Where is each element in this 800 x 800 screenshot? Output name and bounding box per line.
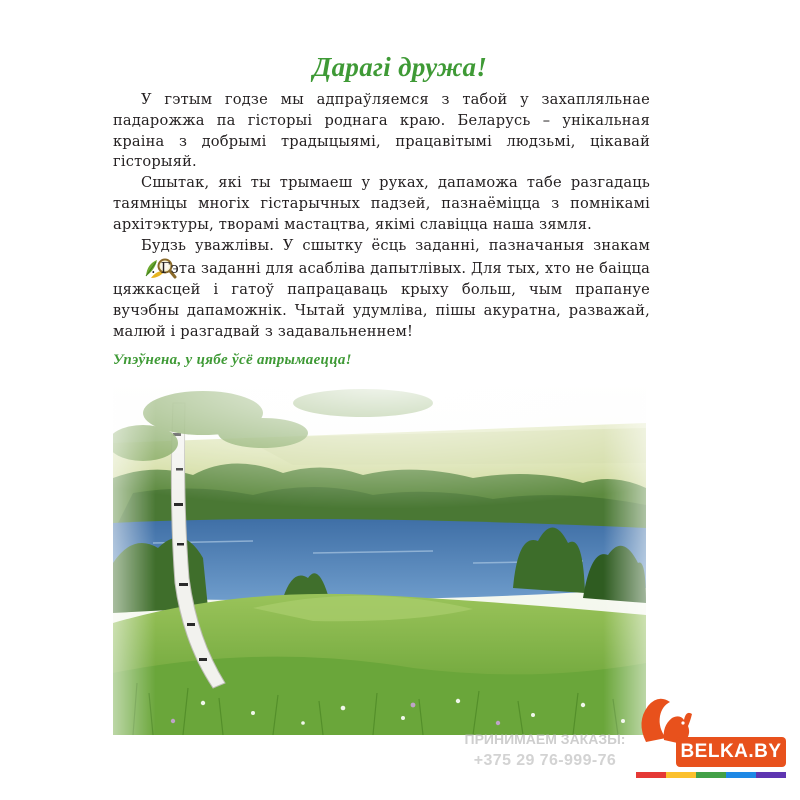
watermark-line1: ПРИНИМАЕМ ЗАКАЗЫ: [464, 731, 626, 747]
paragraph-3-start: Будзь уважлівы. У сшытку ёсць заданні, пазначаныя знакам [141, 236, 650, 254]
logo-text: BELKA.BY [680, 741, 782, 762]
belka-logo [636, 692, 786, 778]
logo-stripes [636, 772, 786, 778]
logo-badge [676, 737, 786, 767]
wish-text: Упэўнена, у цябе ўсё атрымаецца! [113, 352, 352, 368]
paragraph-3-end: . Гэта заданні для асабліва дапытлівых. Для тых, хто не баіцца цяжкасцей і гатоў папрацаваць крыху больш, чым прапануе вучэбны дапаможнік. Чытай удумліва, пішы акуратна, разважай, малюй і разгадвай з задавальненнем! [113, 260, 650, 340]
magnifier-leaf-icon [115, 256, 149, 280]
paragraph-1: У гэтым годзе мы адпраўляемся з табой у захапляльнае падарожжа па гісторыі роднага краю. Беларусь – унікальная краіна з добрымі традыцыямі, працавітымі людзьмі, цікавай гісторыяй. [113, 91, 650, 171]
paragraph-3 [113, 236, 650, 343]
order-watermark [455, 728, 635, 772]
page-title: Дарагі дружа! [312, 52, 488, 82]
intro-text [113, 90, 650, 343]
paragraph-2: Сшытак, які ты трымаеш у руках, дапаможа табе разгадаць таямніцы многіх гістарычных падзей, пазнаёміцца з помнікамі архітэктуры, творамі мастацтва, якімі славіцца наша зямля. [113, 174, 650, 233]
landscape-illustration [113, 383, 646, 735]
watermark-phone: +375 29 76-999-76 [473, 752, 617, 769]
